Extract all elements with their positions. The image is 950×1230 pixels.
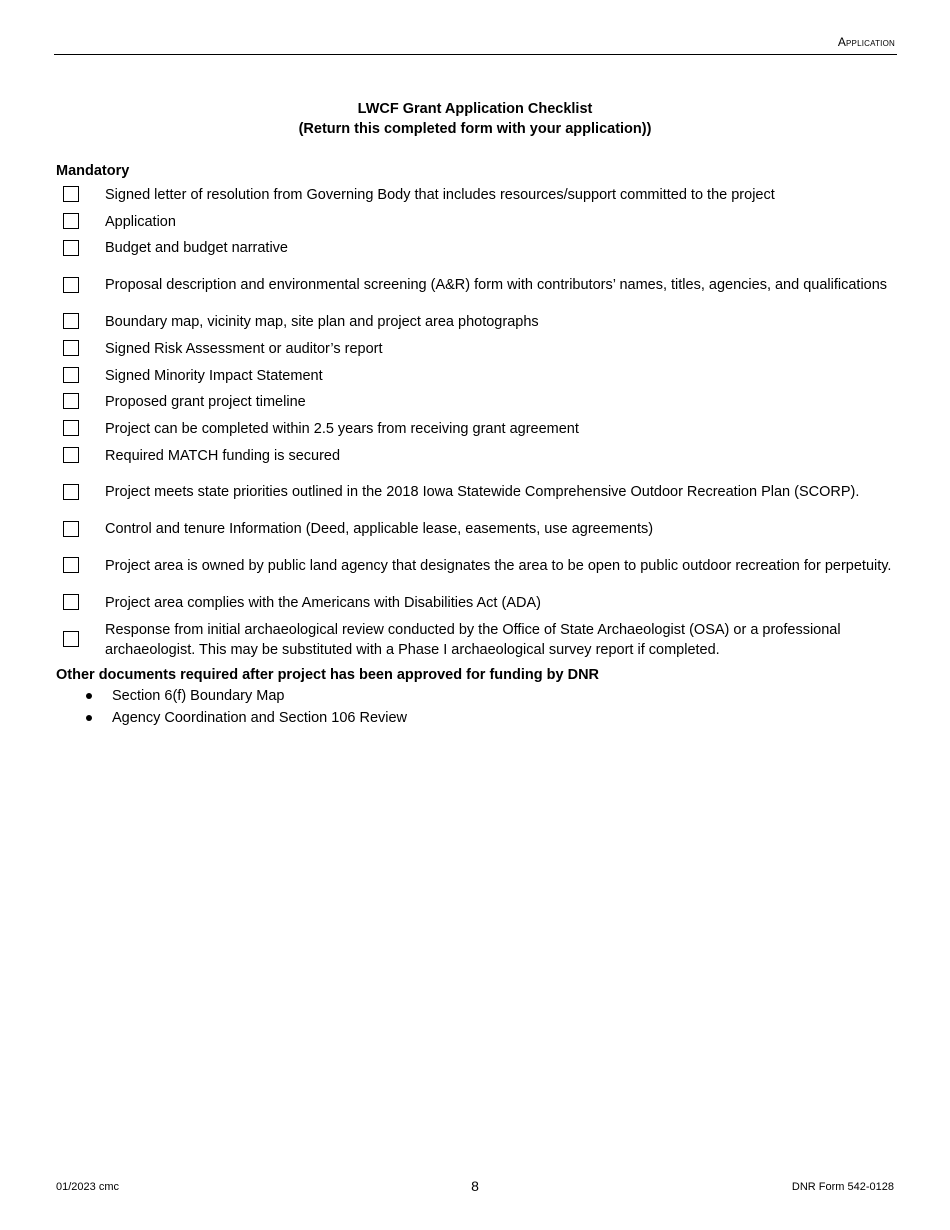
checkbox[interactable] bbox=[63, 340, 79, 356]
other-documents-list bbox=[56, 685, 407, 729]
list-item bbox=[56, 707, 407, 729]
footer-form-number: DNR Form 542-0128 bbox=[791, 1181, 894, 1193]
checklist-item-label: Signed Risk Assessment or auditor’s report bbox=[105, 340, 383, 357]
other-documents-heading: Other documents required after project has been approved for funding by DNR bbox=[56, 667, 600, 683]
checklist-item-label: Required MATCH funding is secured bbox=[105, 447, 341, 464]
checkbox[interactable] bbox=[63, 420, 79, 436]
checklist-item-label: Proposal description and environmental screening (A&R) form with contributors’ names, titles, agencies, and qualifications bbox=[105, 277, 888, 294]
checklist-item-label: Control and tenure Information (Deed, applicable lease, easements, use agreements) bbox=[105, 521, 654, 538]
checklist-item bbox=[56, 309, 896, 336]
checklist-item bbox=[56, 516, 896, 543]
page-number: 8 bbox=[471, 1178, 479, 1194]
checklist-item bbox=[56, 416, 896, 443]
running-header: Application bbox=[837, 35, 895, 49]
checklist-item bbox=[56, 443, 896, 470]
checkbox[interactable] bbox=[63, 631, 79, 647]
list-item-label: Agency Coordination and Section 106 Review bbox=[112, 710, 408, 726]
checklist-item bbox=[56, 544, 896, 589]
checkbox[interactable] bbox=[63, 213, 79, 229]
checkbox[interactable] bbox=[63, 484, 79, 500]
checklist-item bbox=[56, 263, 896, 308]
checklist-item-label: Response from initial archaeological review conducted by the Office of State Archaeologist (OSA) or a professional archaeologist. This may be substituted with a Phase I archaeological survey report if completed. bbox=[105, 621, 841, 659]
checkbox[interactable] bbox=[63, 186, 79, 202]
bullet-icon bbox=[86, 715, 92, 721]
checkbox[interactable] bbox=[63, 313, 79, 329]
title-line-1: LWCF Grant Application Checklist bbox=[357, 101, 593, 117]
checklist-item bbox=[56, 618, 896, 663]
checklist-item bbox=[56, 590, 896, 617]
list-item bbox=[56, 685, 407, 707]
list-item-label: Section 6(f) Boundary Map bbox=[112, 688, 285, 704]
checkbox[interactable] bbox=[63, 557, 79, 573]
checklist-item-label: Project can be completed within 2.5 years from receiving grant agreement bbox=[105, 420, 579, 437]
document-title bbox=[0, 99, 950, 139]
checkbox[interactable] bbox=[63, 393, 79, 409]
checkbox[interactable] bbox=[63, 521, 79, 537]
checklist-item bbox=[56, 182, 896, 209]
checkbox[interactable] bbox=[63, 367, 79, 383]
checkbox[interactable] bbox=[63, 240, 79, 256]
bullet-icon bbox=[86, 693, 92, 699]
checklist-item bbox=[56, 209, 896, 236]
checklist-item bbox=[56, 336, 896, 363]
title-line-2: (Return this completed form with your application)) bbox=[298, 121, 652, 137]
checklist-item-label: Application bbox=[105, 213, 176, 230]
checklist-item bbox=[56, 235, 896, 262]
checkbox[interactable] bbox=[63, 447, 79, 463]
checklist-item-label: Boundary map, vicinity map, site plan and project area photographs bbox=[105, 314, 539, 331]
checklist-item-label: Budget and budget narrative bbox=[105, 240, 288, 257]
checklist-item-label: Project meets state priorities outlined in the 2018 Iowa Statewide Comprehensive Outdoor Recreation Plan (SCORP). bbox=[105, 484, 860, 501]
checkbox[interactable] bbox=[63, 277, 79, 293]
header-rule bbox=[54, 54, 897, 55]
mandatory-checklist bbox=[56, 182, 896, 664]
checkbox[interactable] bbox=[63, 594, 79, 610]
checklist-item-label: Proposed grant project timeline bbox=[105, 394, 306, 411]
checklist-item-label: Project area complies with the Americans with Disabilities Act (ADA) bbox=[105, 594, 541, 611]
mandatory-heading: Mandatory bbox=[56, 163, 130, 179]
checklist-item bbox=[56, 362, 896, 389]
checklist-item bbox=[56, 389, 896, 416]
checklist-item-label: Signed Minority Impact Statement bbox=[105, 367, 323, 384]
footer-revision: 01/2023 cmc bbox=[56, 1181, 119, 1193]
checklist-item bbox=[56, 470, 896, 515]
checklist-item-label: Signed letter of resolution from Governing Body that includes resources/support committed to the project bbox=[105, 187, 775, 204]
checklist-item-label: Project area is owned by public land agency that designates the area to be open to public outdoor recreation for perpetuity. bbox=[105, 558, 892, 575]
